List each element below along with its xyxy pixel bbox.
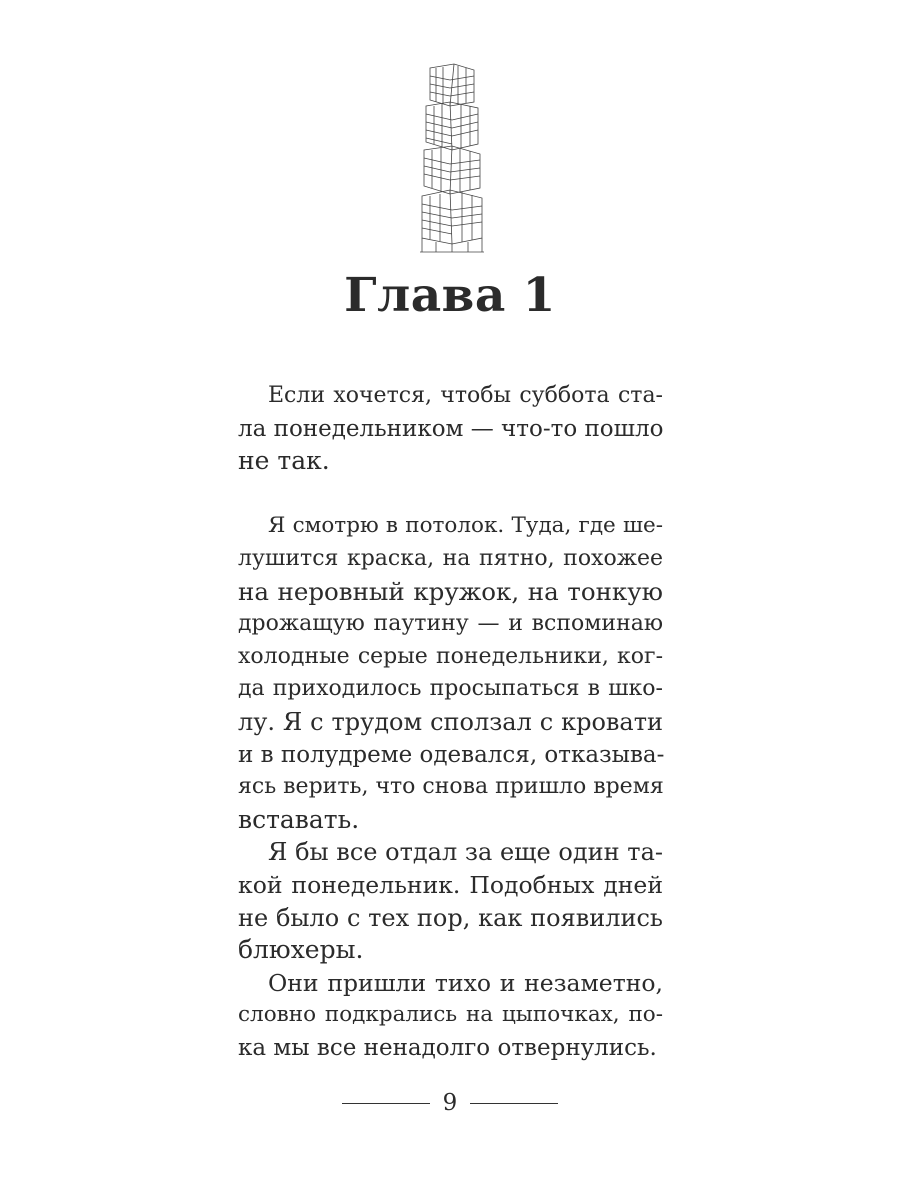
text-line: не было с тех пор, как появились: [238, 903, 663, 932]
chapter-title: Глава 1: [344, 268, 556, 323]
text-line: Я бы все отдал за еще один та-: [268, 838, 663, 867]
text-line: холодные серые понедельники, ког-: [238, 643, 663, 669]
page-number: 9: [442, 1090, 458, 1116]
paragraph: [238, 836, 663, 966]
text-line: лушится краска, на пятно, похожее: [238, 545, 663, 571]
text-line: ясь верить, что снова пришло время: [238, 774, 664, 800]
text-line: лу. Я с трудом сползал с кровати: [238, 707, 663, 736]
text-line: не так.: [238, 446, 330, 476]
paragraph: [238, 967, 663, 1065]
text-line: на неровный кружок, на тонкую: [238, 576, 663, 606]
text-line: дрожащую паутину — и вспоминаю: [238, 611, 663, 637]
text-line: ка мы все ненадолго отвернулись.: [238, 1034, 657, 1061]
text-line: ла понедельником — что-то пошло: [238, 415, 664, 442]
text-line: словно подкрались на цыпочках, по-: [238, 1002, 663, 1028]
footer-rule-left: [342, 1103, 430, 1104]
text-line: да приходилось просыпаться в шко-: [238, 676, 663, 702]
text-line: кой понедельник. Подобных дней: [238, 870, 663, 899]
paragraph: [238, 380, 663, 478]
text-line: вставать.: [238, 804, 360, 834]
text-line: и в полудреме одевался, отказыва-: [238, 741, 665, 768]
body-text: [238, 380, 663, 1064]
text-line: Если хочется, чтобы суббота ста-: [268, 383, 663, 408]
paragraph: [238, 510, 663, 836]
paragraph-gap: [238, 478, 663, 511]
tower-illustration: [416, 62, 488, 254]
text-line: блюхеры.: [238, 935, 364, 965]
text-line: Они пришли тихо и незаметно,: [268, 968, 663, 997]
footer-rule-right: [470, 1103, 558, 1104]
page-footer: [342, 1088, 558, 1118]
text-line: Я смотрю в потолок. Туда, где ше-: [268, 513, 663, 539]
